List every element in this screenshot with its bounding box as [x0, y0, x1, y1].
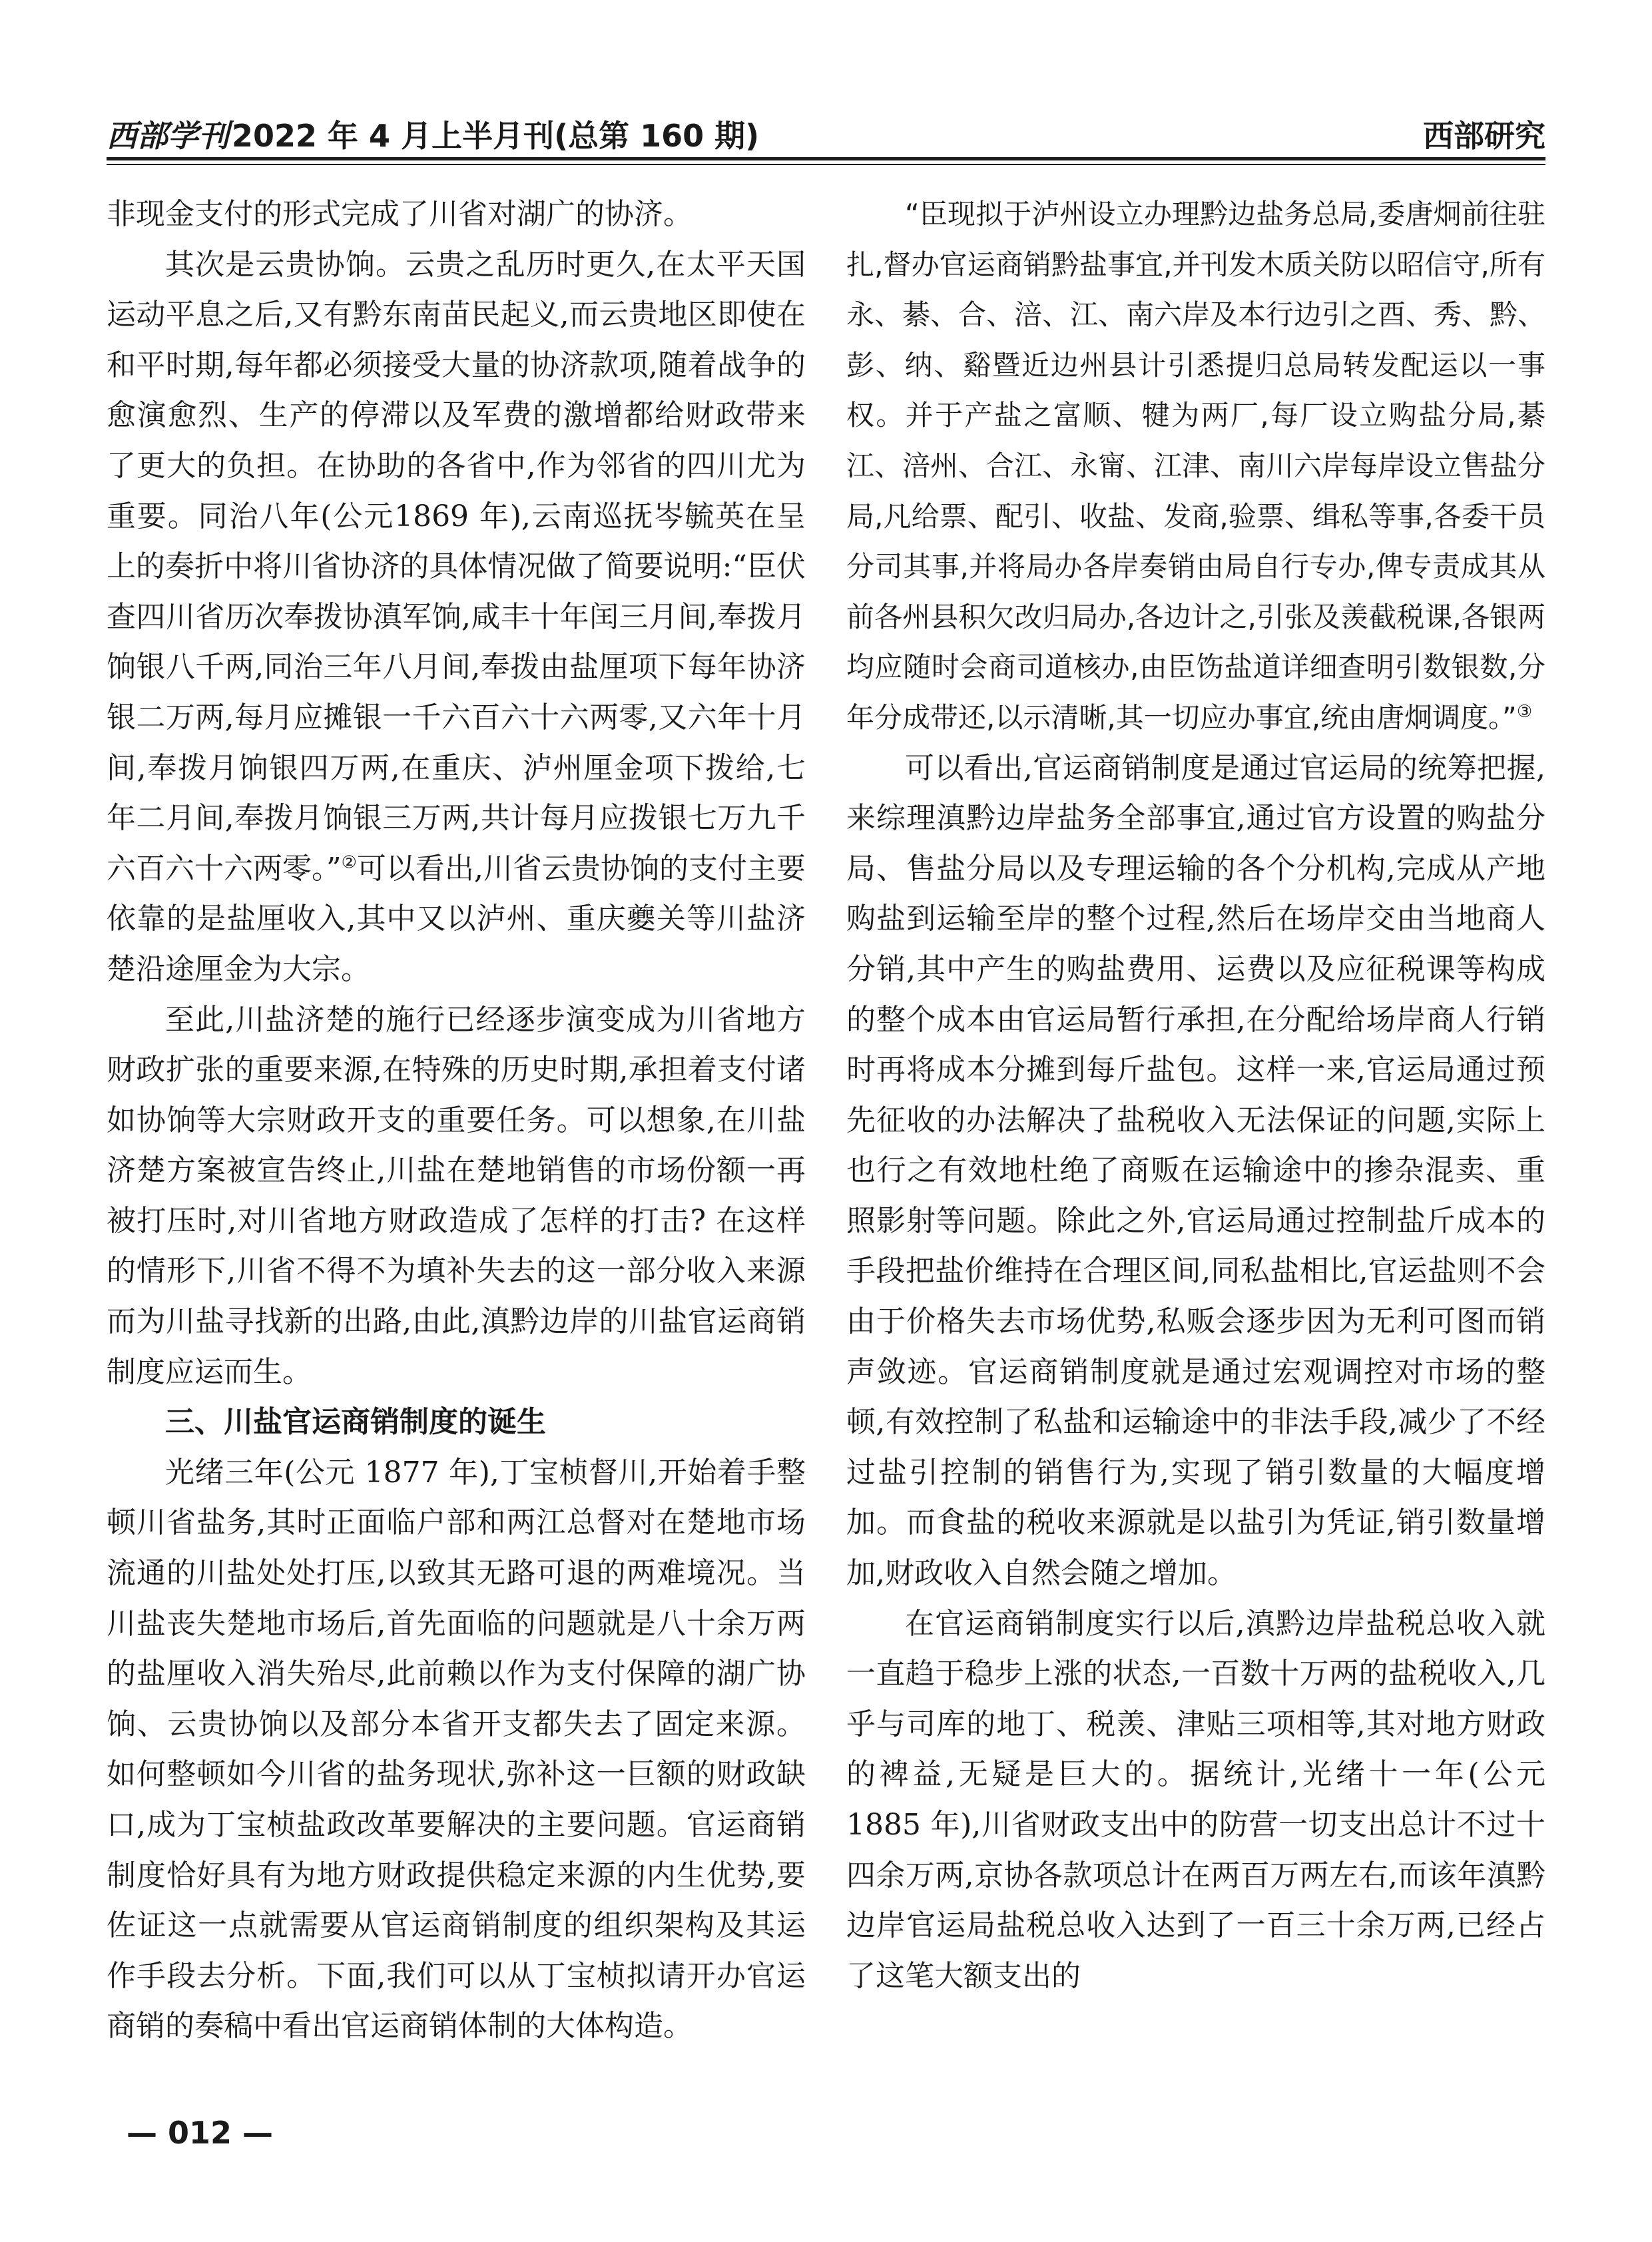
issue-info: 2022 年 4 月上半月刊(总第 160 期): [232, 118, 760, 154]
footnote-marker: ②: [341, 852, 357, 873]
header-rule-thick: [107, 157, 1545, 160]
paragraph: 至此,川盐济楚的施行已经逐步演变成为川省地方财政扩张的重要来源,在特殊的历史时期,承担着支付诸如协饷等大宗财政开支的重要任务。可以想象,在川盐济楚方案被宣告终止,川盐在楚地销售的市场份额一再被打压时,对川省地方财政造成了怎样的打击? 在这样的情形下,川省不得不为填补失去的这一部分收入来源而为川盐寻找新的出路,由此,滇黔边岸的川盐官运商销制度应运而生。: [107, 1002, 806, 1389]
journal-logo: 西部学刊: [107, 118, 229, 154]
paragraph: 光绪三年(公元 1877 年),丁宝桢督川,开始着手整顿川省盐务,其时正面临户部和两江总督对在楚地市场流通的川盐处处打压,以致其无路可退的两难境况。当川盐丧失楚地市场后,首先面临的问题就是八十余万两的盐厘收入消失殆尽,此前赖以作为支付保障的湖广协饷、云贵协饷以及部分本省开支都失去了固定来源。如何整顿如今川省的盐务现状,弥补这一巨额的财政缺口,成为丁宝桢盐政改革要解决的主要问题。官运商销制度恰好具有为地方财政提供稳定来源的内生优势,要佐证这一点就需要从官运商销制度的组织架构及其运作手段去分析。下面,我们可以从丁宝桢拟请开办官运商销的奏稿中看出官运商销体制的大体构造。: [107, 1455, 806, 2044]
paragraph-text: 可以看出,川省云贵协饷的支付主要依靠的是盐厘收入,其中又以泸州、重庆夔关等川盐济楚沿途厘金为大宗。: [107, 851, 806, 986]
journal-title: [107, 112, 759, 156]
paragraph-text: 其次是云贵协饷。云贵之乱历时更久,在太平天国运动平息之后,又有黔东南苗民起义,而云贵地区即使在和平时期,每年都必须接受大量的协济款项,随着战争的愈演愈烈、生产的停滞以及军费的激增都给财政带来了更大的负担。在协助的各省中,作为邻省的四川尤为重要。同治八年(公元1869 年),云南巡抚岑毓英在呈上的奏折中将川省协济的具体情况做了简要说明:“臣伏查四川省历次奉拨协滇军饷,咸丰十年闰三月间,奉拨月饷银八千两,同治三年八月间,奉拨由盐厘项下每年协济银二万两,每月应摊银一千六百六十六两零,又六年十月间,奉拨月饷银四万两,在重庆、泸州厘金项下拨给,七年二月间,奉拨月饷银三万两,共计每月应拨银七万九千六百六十六两零。”: [107, 247, 806, 886]
paragraph: 在官运商销制度实行以后,滇黔边岸盐税总收入就一直趋于稳步上涨的状态,一百数十万两的盐税收入,几乎与司库的地丁、税羡、津贴三项相等,其对地方财政的裨益,无疑是巨大的。据统计,光绪十一年(公元 1885 年),川省财政支出中的防营一切支出总计不过十四余万两,京协各款项总计在两百万两左右,而该年滇黔边岸官运局盐税总收入达到了一百三十余万两,已经占了这笔大额支出的: [846, 1606, 1546, 1993]
section-heading: 三、川盐官运商销制度的诞生: [165, 1405, 546, 1440]
block-quote: [846, 189, 1545, 743]
left-column: [107, 189, 806, 2052]
header-rule-thin: [107, 164, 1545, 165]
paragraph: 非现金支付的形式完成了川省对湖广的协济。: [107, 197, 692, 231]
quote-text: “臣现拟于泸州设立办理黔边盐务总局,委唐炯前往驻扎,督办官运商销黔盐事宜,并刊发木质关防以昭信守,所有永、綦、合、涪、江、南六岸及本行边引之酉、秀、黔、彭、纳、谿暨近边州县计引悉提归总局转发配运以一事权。并于产盐之富顺、犍为两厂,每厂设立购盐分局,綦江、涪州、合江、永甯、江津、南川六岸每岸设立售盐分局,凡给票、配引、收盐、发商,验票、缉私等事,各委干员分司其事,并将局办各岸奏销由局自行专办,俾专责成其从前各州县积欠改归局办,各边计之,引张及羡截税课,各银两均应随时会商司道核办,由臣饬盐道详细查明引数银数,分年分成带还,以示清晰,其一切应办事宜,统由唐炯调度。”: [846, 198, 1546, 734]
footnote-marker: ③: [1516, 701, 1533, 722]
page-header: [107, 108, 1545, 154]
paragraph: 可以看出,官运商销制度是通过官运局的统筹把握,来综理滇黔边岸盐务全部事宜,通过官方设置的购盐分局、售盐分局以及专理运输的各个分机构,完成从产地购盐到运输至岸的整个过程,然后在场岸交由当地商人分销,其中产生的购盐费用、运费以及应征税课等构成的整个成本由官运局暂行承担,在分配给场岸商人行销时再将成本分摊到每斤盐包。这样一来,官运局通过预先征收的办法解决了盐税收入无法保证的问题,实际上也行之有效地杜绝了商贩在运输途中的掺杂混卖、重照影射等问题。除此之外,官运局通过控制盐斤成本的手段把盐价维持在合理区间,同私盐相比,官运盐则不会由于价格失去市场优势,私贩会逐步因为无利可图而销声敛迹。官运商销制度就是通过宏观调控对市场的整顿,有效控制了私盐和运输途中的非法手段,减少了不经过盐引控制的销售行为,实现了销引数量的大幅度增加。而食盐的税收来源就是以盐引为凭证,销引数量增加,财政收入自然会随之增加。: [846, 750, 1545, 1591]
right-column: [846, 189, 1545, 2001]
section-name: 西部研究: [1423, 118, 1545, 154]
paragraph: [107, 240, 806, 995]
page-number: — 012 —: [127, 2115, 274, 2151]
